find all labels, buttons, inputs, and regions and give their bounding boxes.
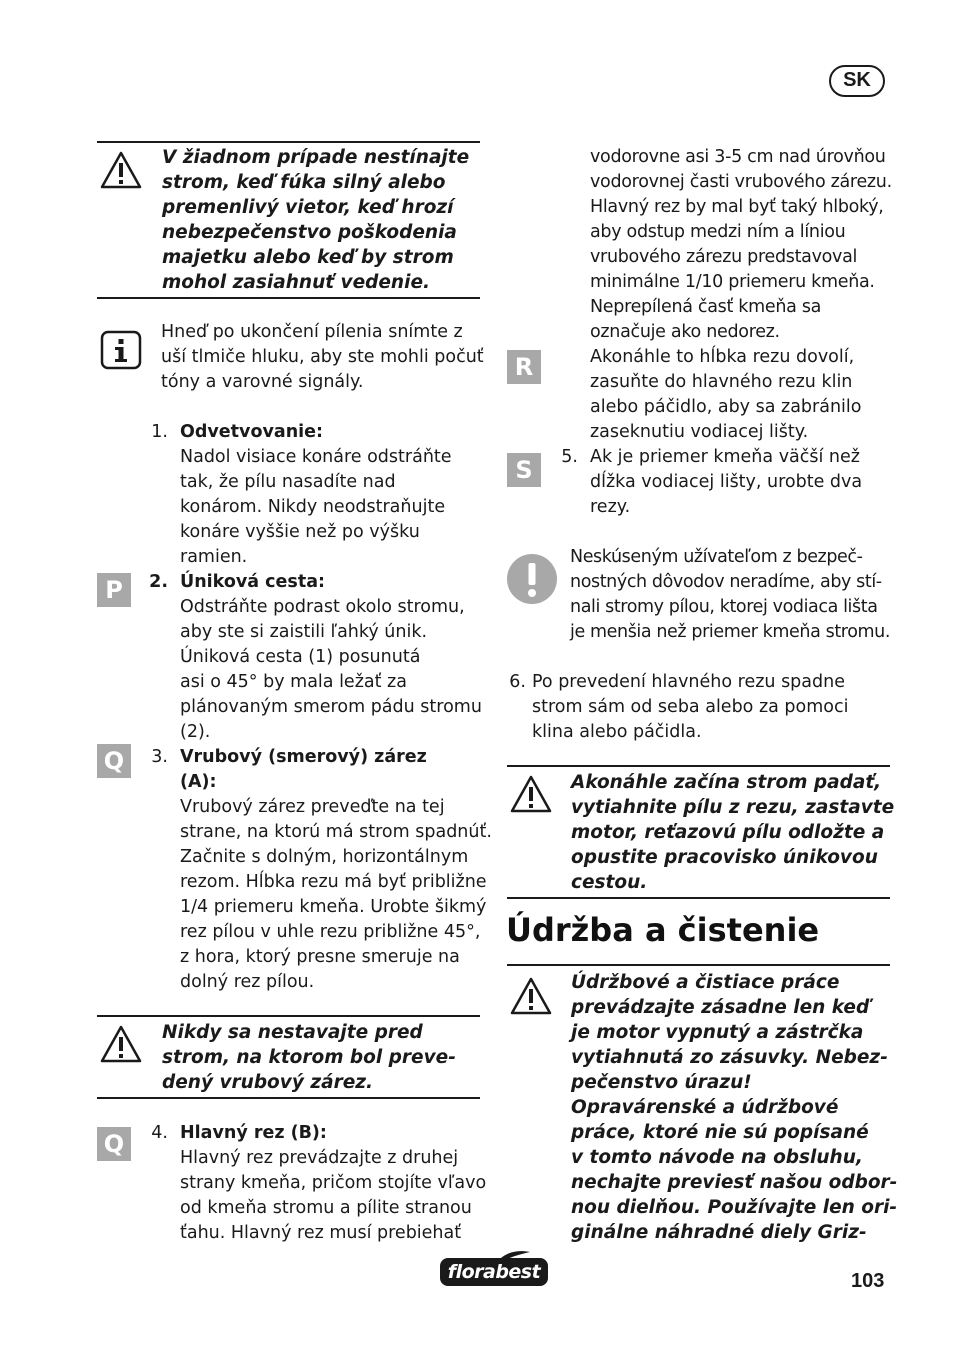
step-2-text: Úniková cesta: Odstráňte podrast okolo stromu, aby ste si zaistili ľahký únik. Úniková cesta (1) posunutá asi o 45° by mala ležať za plánovaným smerom pádu stromu (2). xyxy=(180,572,482,742)
warning-tree-falling: Akonáhle začína strom padať, vytiahnite pílu z rezu, zastavte motor, reťazovú pílu odložte a opustite pracovisko únikovou cestou. xyxy=(571,772,895,893)
figure-marker-r: R xyxy=(507,350,541,384)
step-4-continued: vodorovne asi 3-5 cm nad úrovňou vodorovnej časti vrubového zárezu. Hlavný rez by mal byť taký hlboký, aby odstup medzi ním a líniou vrubového zárezu predstavoval minimálne 1/10 priemeru kmeňa. Neprepílená časť kmeňa sa označuje ako nedorez. xyxy=(590,147,892,342)
step-4-text: Hlavný rez (B): Hlavný rez prevádzajte z druhej strany kmeňa, pričom stojíte vľavo od kmeňa stromu a pílite stranou ťahu. Hlavný rez musí prebiehať xyxy=(180,1123,487,1243)
warning-icon xyxy=(509,976,553,1016)
step-number: 6. xyxy=(509,672,526,692)
exclamation-icon xyxy=(506,553,558,605)
figure-marker-s: S xyxy=(507,453,541,487)
step-number: 4. xyxy=(151,1123,168,1143)
warning-wind: V žiadnom prípade nestínajte strom, keď fúka silný alebo premenlivý vietor, keď hrozí nebezpečenstvo poškodenia majetku alebo keď by strom mohol zasiahnuť vedenie. xyxy=(162,147,470,293)
warning-bottom-rule xyxy=(507,897,890,899)
warning-top-rule xyxy=(507,765,890,767)
language-badge: SK xyxy=(829,65,885,97)
step-6-text: Po prevedení hlavného rezu spadne strom sám od seba alebo za pomoci klina alebo páčidla. xyxy=(532,672,849,742)
step-number: 1. xyxy=(151,422,168,442)
step-number: 2. xyxy=(149,572,168,592)
warning-stand-clear: Nikdy sa nestavajte pred strom, na ktorom bol preve- dený vrubový zárez. xyxy=(162,1022,456,1093)
warning-bottom-rule xyxy=(97,297,480,299)
section-heading: Údržba a čistenie xyxy=(506,911,820,949)
figure-marker-q: Q xyxy=(97,744,131,778)
warning-bottom-rule xyxy=(97,1097,480,1099)
brand-logo xyxy=(438,1250,550,1288)
step-number: 3. xyxy=(151,747,168,767)
notice-inexperienced-users: Neskúseným užívateľom z bezpeč- nostných dôvodov neradíme, aby stí- nali stromy pílou, ktorej vodiaca lišta je menšia než priemer kmeňa stromu. xyxy=(570,547,890,642)
info-icon xyxy=(100,330,142,370)
warning-top-rule xyxy=(507,964,890,966)
figure-marker-q: Q xyxy=(97,1127,131,1161)
figure-marker-p: P xyxy=(97,573,131,607)
warning-top-rule xyxy=(97,1015,480,1017)
page-number: 103 xyxy=(851,1270,885,1292)
logo-text: florabest xyxy=(447,1261,541,1283)
warning-icon xyxy=(99,1024,143,1064)
warning-icon xyxy=(99,150,143,190)
info-ear-protection: Hneď po ukončení pílenia snímte z uší tlmiče hluku, aby ste mohli počuť tóny a varovné signály. xyxy=(161,322,484,392)
step-1-text: Odvetvovanie: Nadol visiace konáre odstráňte tak, že pílu nasadíte nad konárom. Nikdy neodstraňujte konáre vyššie než po výšku ramien. xyxy=(180,422,452,567)
warning-icon xyxy=(509,774,553,814)
step-3-text: Vrubový (smerový) zárez (A): Vrubový zárez preveďte na tej strane, na ktorú má strom spadnúť. Začnite s dolným, horizontálnym rezom. Hĺbka rezu má byť približne 1/4 priemeru kmeňa. Urobte šikmý rez pílou v uhle rezu približne 45°, z hora, ktorý presne smeruje na dolný rez pílou. xyxy=(180,747,492,992)
wedge-instruction: Akonáhle to hĺbka rezu dovolí, zasuňte do hlavného rezu klin alebo páčidlo, aby sa zabránilo zaseknutiu vodiacej lišty. xyxy=(590,347,862,442)
warning-top-rule xyxy=(97,141,480,143)
step-number: 5. xyxy=(561,447,578,467)
step-5-text: Ak je priemer kmeňa väčší než dĺžka vodiacej lišty, urobte dva rezy. xyxy=(590,447,863,517)
warning-maintenance: Údržbové a čistiace práce prevádzajte zásadne len keď je motor vypnutý a zástrčka vytiahnutá zo zásuvky. Nebez- pečenstvo úrazu! Opravárenské a údržbové práce, ktoré nie sú popísané v tomto návode na obsluhu, nechajte previesť našou odbor- nou dielňou. Používajte len ori- ginálne náhradné diely Griz- xyxy=(571,972,898,1243)
